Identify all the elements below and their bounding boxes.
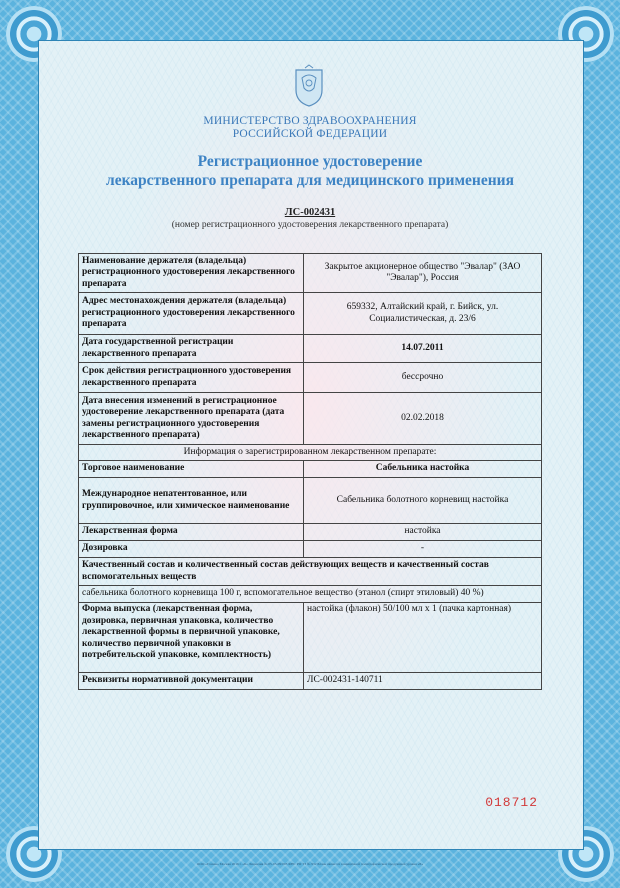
table-row: [79, 254, 542, 293]
normative-docs-label: Реквизиты нормативной документации: [79, 673, 304, 690]
validity-label: Срок действия регистрационного удостоверения лекарственного препарата: [79, 363, 304, 393]
dosage-value: -: [304, 541, 542, 558]
serial-number: 018712: [485, 795, 538, 810]
holder-address-value: 659332, Алтайский край, г. Бийск, ул. Социалистическая, д. 23/6: [304, 293, 542, 335]
table-row: [79, 363, 542, 393]
table-row: [79, 586, 542, 603]
table-row: [79, 603, 542, 673]
normative-docs-value: ЛС-002431-140711: [304, 673, 542, 690]
certificate-table: [78, 253, 542, 690]
table-row: [79, 673, 542, 690]
ministry-name-line2: РОССИЙСКОЙ ФЕДЕРАЦИИ: [232, 128, 388, 140]
validity-value: бессрочно: [304, 363, 542, 393]
table-row: [79, 541, 542, 558]
table-row: [79, 478, 542, 524]
table-row: [79, 393, 542, 445]
table-row: [79, 558, 542, 586]
amendment-date-value: 02.02.2018: [304, 393, 542, 445]
registration-number: ЛС-002431: [284, 207, 336, 218]
trade-name-value: Сабельника настойка: [304, 461, 542, 478]
document-title-line2: лекарственного препарата для медицинского применения: [106, 172, 514, 189]
drug-info-section-header: Информация о зарегистрированном лекарственном препарате:: [79, 445, 542, 461]
registration-number-line: [0, 207, 620, 218]
composition-value: сабельника болотного корневища 100 г, вспомогательное вещество (этанол (спирт этиловый) 40 %): [79, 586, 542, 603]
registration-date-value: 14.07.2011: [304, 335, 542, 363]
registration-number-note: (номер регистрационного удостоверения лекарственного препарата): [171, 220, 449, 230]
inn-value: Сабельника болотного корневищ настойка: [304, 478, 542, 524]
document-title-line1: Регистрационное удостоверение: [197, 153, 423, 170]
release-form-value: настойка (флакон) 50/100 мл х 1 (пачка картонная): [304, 603, 542, 673]
table-row: [79, 445, 542, 461]
printer-imprint: ООО «Гознак» Москва 2016 г. «Б» Лицензия № 05-05-09/003 ФНС РФ ТЗ № 932 Бланк является защищённой полиграфической продукцией уровня «Б»: [196, 862, 424, 866]
ministry-name-line1: МИНИСТЕРСТВО ЗДРАВООХРАНЕНИЯ: [203, 115, 417, 127]
amendment-date-label: Дата внесения изменений в регистрационное удостоверение лекарственного препарата (дата замены регистрационного удостоверения лекарственного препарата): [79, 393, 304, 445]
table-row: [79, 524, 542, 541]
coat-of-arms-icon: [292, 64, 326, 108]
table-row: [79, 335, 542, 363]
dosage-label: Дозировка: [79, 541, 304, 558]
registration-date-label: Дата государственной регистрации лекарственного препарата: [79, 335, 304, 363]
holder-name-value: Закрытое акционерное общество "Эвалар" (ЗАО "Эвалар"), Россия: [304, 254, 542, 293]
dosage-form-value: настойка: [304, 524, 542, 541]
table-row: [79, 461, 542, 478]
release-form-label: Форма выпуска (лекарственная форма, дозировка, первичная упаковка, количество лекарственной формы в первичной упаковке, количество первичной упаковки в потребительской упаковке, комплектность): [79, 603, 304, 673]
trade-name-label: Торговое наименование: [79, 461, 304, 478]
inn-label: Международное непатентованное, или группировочное, или химическое наименование: [79, 478, 304, 524]
holder-name-label: Наименование держателя (владельца) регистрационного удостоверения лекарственного препарата: [79, 254, 304, 293]
composition-header: Качественный состав и количественный состав действующих веществ и качественный состав вспомогательных веществ: [79, 558, 542, 586]
dosage-form-label: Лекарственная форма: [79, 524, 304, 541]
holder-address-label: Адрес местонахождения держателя (владельца) регистрационного удостоверения лекарственного препарата: [79, 293, 304, 335]
table-row: [79, 293, 542, 335]
